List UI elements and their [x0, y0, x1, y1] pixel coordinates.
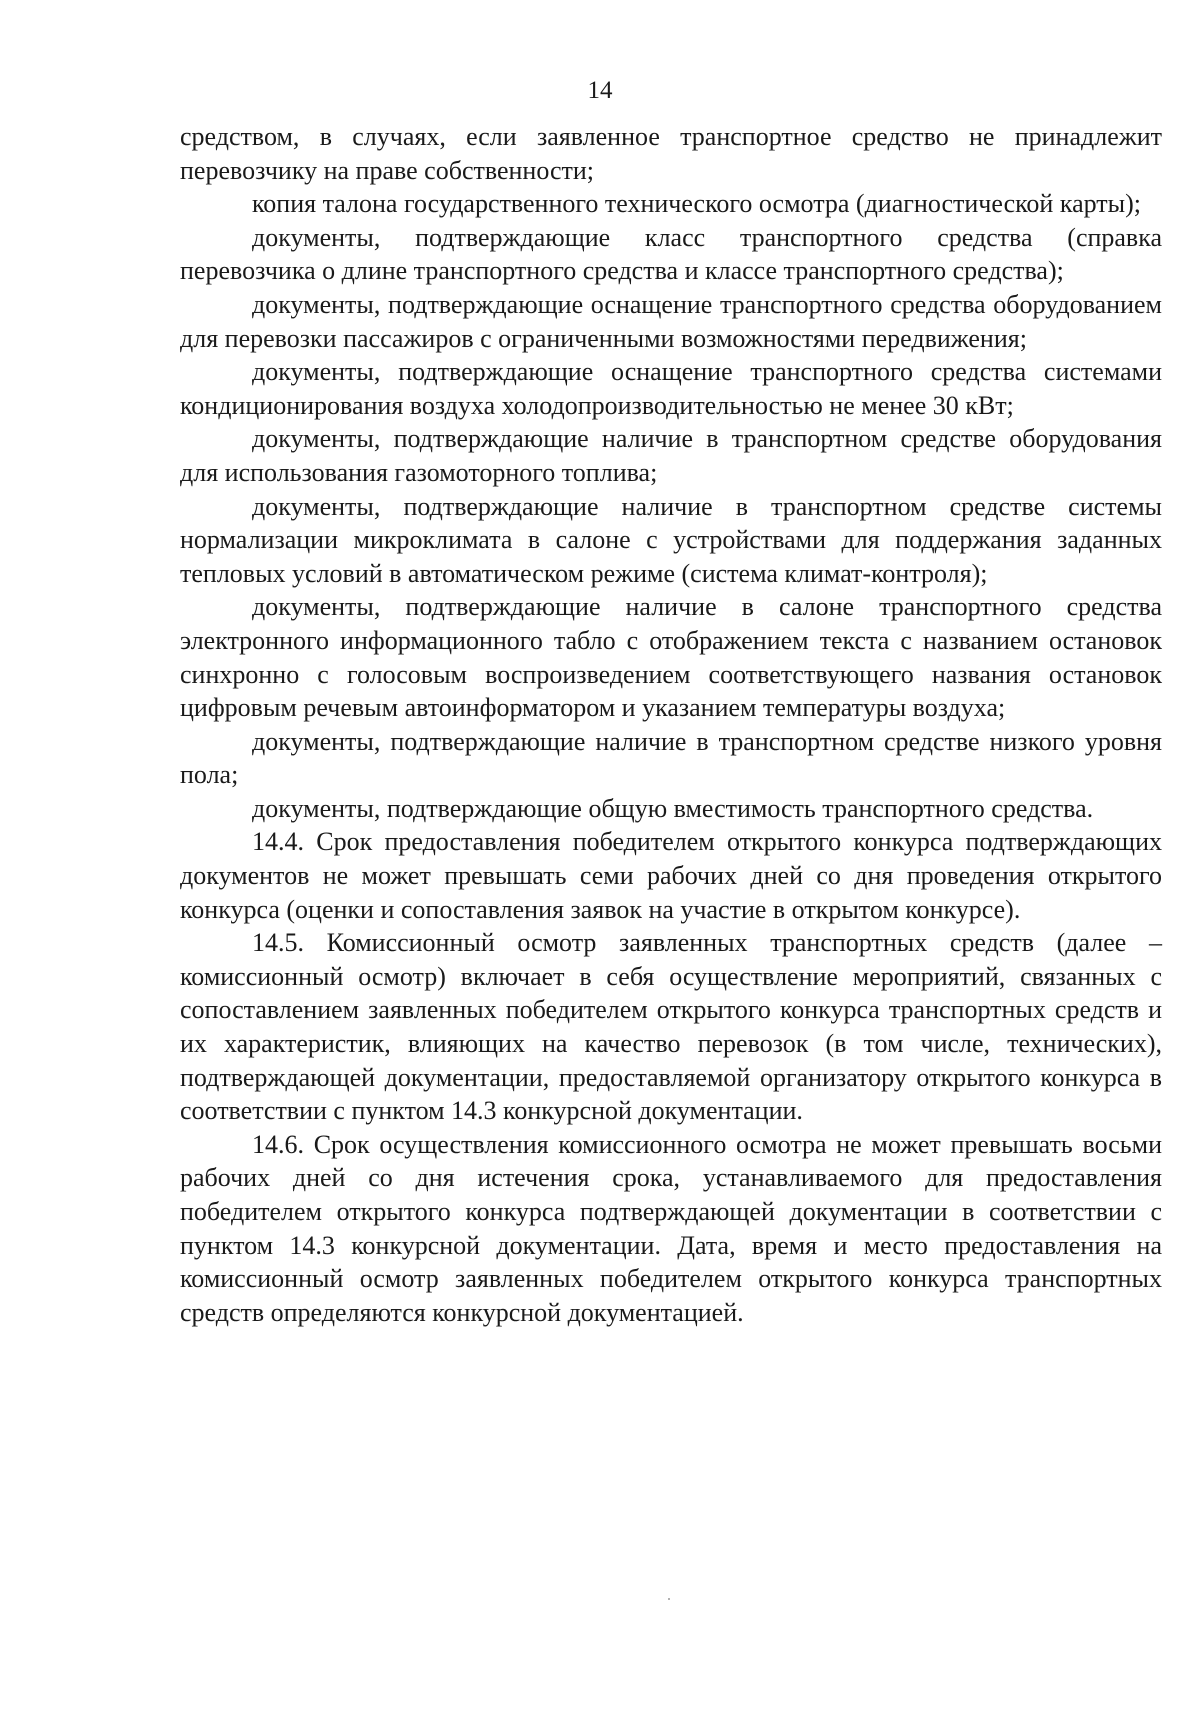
scan-speck — [668, 1598, 670, 1600]
paragraph-information-board: документы, подтверждающие наличие в салоне транспортного средства электронного информационного табло с отображением текста с названием остановок синхронно с голосовым воспроизведением соответствующего названия остановок цифровым речевым автоинформатором и указанием температуры воздуха; — [180, 592, 1162, 723]
paragraph-section-14-4: 14.4. Срок предоставления победителем открытого конкурса подтверждающих документов не может превышать семи рабочих дней со дня проведения открытого конкурса (оценки и сопоставления заявок на участие в открытом конкурсе). — [180, 827, 1162, 924]
paragraph-capacity: документы, подтверждающие общую вместимость транспортного средства. — [252, 793, 1094, 823]
page-number: 14 — [587, 77, 613, 104]
paragraph-gas-fuel-equipment: документы, подтверждающие наличие в транспортном средстве оборудования для использования газомоторного топлива; — [180, 424, 1162, 487]
paragraph-vehicle-class: документы, подтверждающие класс транспортного средства (справка перевозчика о длине транспортного средства и классе транспортного средства); — [180, 222, 1162, 286]
document-body — [180, 120, 1162, 1329]
paragraph-inspection-coupon: копия талона государственного технического осмотра (диагностической карты); — [252, 189, 1141, 219]
paragraph-continuation: средством, в случаях, если заявленное транспортное средство не принадлежит перевозчику на праве собственности; — [180, 122, 1162, 185]
paragraph-low-floor: документы, подтверждающие наличие в транспортном средстве низкого уровня пола; — [180, 726, 1162, 790]
paragraph-climate-control: документы, подтверждающие наличие в транспортном средстве системы нормализации микроклимата в салоне с устройствами для поддержания заданных тепловых условий в автоматическом режиме (система климат-контроля); — [180, 491, 1162, 588]
paragraph-air-conditioning: документы, подтверждающие оснащение транспортного средства системами кондиционирования воздуха холодопроизводительностью не менее 30 кВт; — [180, 357, 1162, 420]
paragraph-section-14-6: 14.6. Срок осуществления комиссионного осмотра не может превышать восьми рабочих дней со дня истечения срока, устанавливаемого для предоставления победителем открытого конкурса подтверждающей документации в соответствии с пунктом 14.3 конкурсной документации. Дата, время и место предоставления на комиссионный осмотр заявленных победителем открытого конкурса транспортных средств определяются конкурсной документацией. — [180, 1129, 1162, 1327]
paragraph-reduced-mobility-equipment: документы, подтверждающие оснащение транспортного средства оборудованием для перевозки пассажиров с ограниченными возможностями передвижения; — [180, 289, 1162, 353]
paragraph-section-14-5: 14.5. Комиссионный осмотр заявленных транспортных средств (далее – комиссионный осмотр) включает в себя осуществление мероприятий, связанных с сопоставлением заявленных победителем открытого конкурса транспортных средств и их характеристик, влияющих на качество перевозок (в том числе, технических), подтверждающей документации, предоставляемой организатору открытого конкурса в соответствии с пунктом 14.3 конкурсной документации. — [180, 928, 1162, 1126]
